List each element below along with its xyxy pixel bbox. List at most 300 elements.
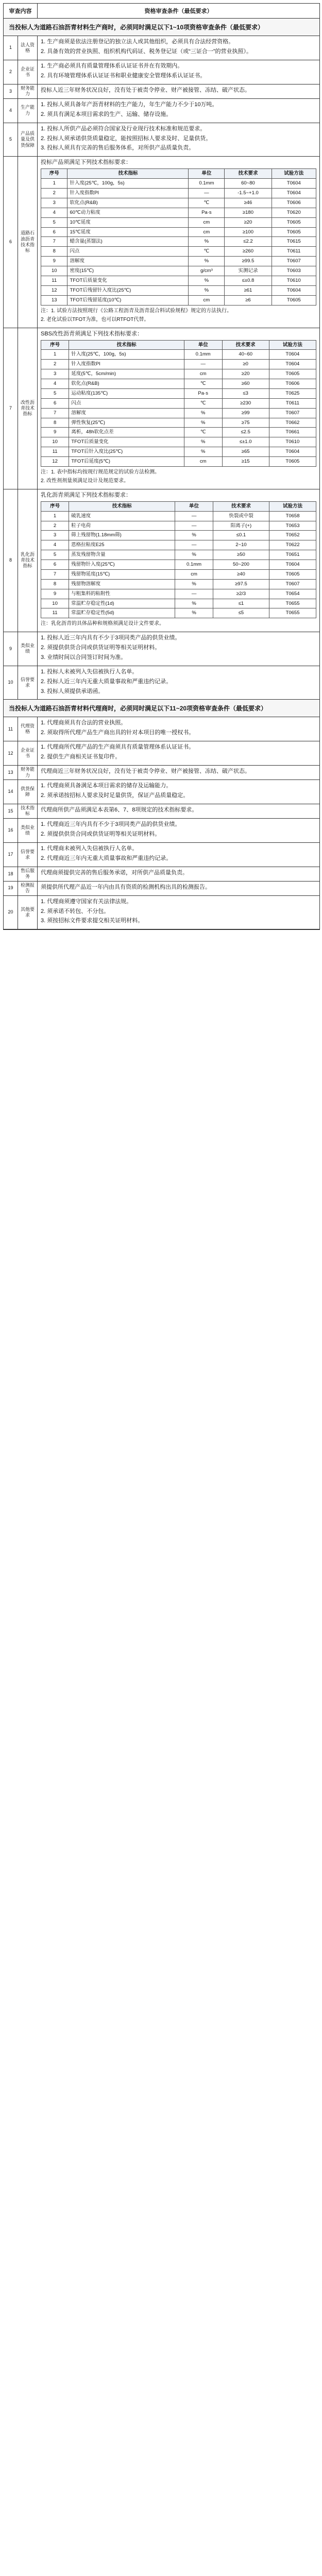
- spec-cell: ≥50: [213, 550, 269, 560]
- spec-note: 2. 老化试验以TFOT为准，也可以RTFOT代替。: [41, 317, 149, 323]
- spec-cell: —: [189, 189, 225, 198]
- row-content: [38, 99, 319, 123]
- spec-cell: 筛上残留物(1.18mm筛): [69, 531, 175, 540]
- spec-table-row: [41, 550, 316, 560]
- row-paragraph: 2. 须取得所代理产品生产商出具的针对本项目的唯一授权书。: [41, 730, 195, 736]
- spec-table-row: [41, 285, 316, 295]
- row-number: 17: [4, 843, 18, 867]
- spec-table-row: [41, 247, 316, 257]
- spec-cell: %: [184, 447, 222, 457]
- spec-cell: ≥20: [222, 369, 269, 379]
- header-review-content: 审查内容: [4, 4, 38, 18]
- agent-rows: [4, 717, 319, 929]
- spec-cell: 针入度指数PI: [69, 360, 184, 369]
- row-paragraph: 1. 代理商须具有合法的营业执照。: [41, 720, 127, 726]
- spec-cell: cm: [184, 457, 222, 467]
- manufacturer-rows-group-a: [4, 36, 319, 157]
- spec-cell: Pa·s: [189, 208, 225, 217]
- spec-cell: T0622: [269, 540, 316, 550]
- spec-table-row: [41, 511, 316, 521]
- spec-cell: T0662: [269, 418, 316, 428]
- row-content: [38, 741, 319, 765]
- spec-cell: %: [184, 418, 222, 428]
- spec-cell: Pa·s: [184, 388, 222, 398]
- spec-cell: 常温贮存稳定性(5d): [69, 608, 175, 618]
- spec-cell: T0605: [269, 569, 316, 579]
- row-content: [38, 123, 319, 157]
- row-content: [38, 632, 319, 666]
- row-number: 7: [4, 328, 18, 489]
- spec-cell: %: [184, 437, 222, 447]
- spec-cell: T0605: [269, 369, 316, 379]
- spec-cell: T0661: [269, 428, 316, 437]
- spec-row-asphalt: [4, 157, 319, 328]
- row-number: 5: [4, 123, 18, 157]
- spec-header-row: [41, 340, 316, 350]
- spec-cell: 弹性恢复(25℃): [69, 418, 184, 428]
- spec-cell: ≤±0.8: [225, 276, 272, 285]
- spec-table-modified-asphalt: [41, 340, 316, 467]
- row-content: [38, 804, 319, 818]
- row-content: [38, 84, 319, 98]
- spec-table-row: [41, 179, 316, 189]
- spec-cell: 5: [41, 550, 69, 560]
- spec-cell: ≥75: [222, 418, 269, 428]
- spec-cell: ≥97.5: [213, 579, 269, 589]
- spec-cell: 残留物针入度(25℃): [69, 560, 175, 570]
- row-number: 11: [4, 717, 18, 741]
- spec-note: 2. 改性剂剂量须满足设计及规范要求。: [41, 478, 129, 484]
- spec-cell: T0615: [272, 237, 316, 247]
- row-paragraph: 1. 投标人须具备年产沥青材料的生产能力，年生产能力不少于10万吨。: [41, 101, 218, 108]
- spec-cell: 50~200: [213, 560, 269, 570]
- row-number: 12: [4, 741, 18, 765]
- spec-table-row: [41, 217, 316, 227]
- row-paragraph: 1. 代理商近三年内具有不少于3项同类产品的供货业绩。: [41, 821, 181, 827]
- spec-cell: %: [175, 531, 213, 540]
- spec-cell: ≥40: [213, 569, 269, 579]
- spec-cell: T0607: [269, 408, 316, 418]
- row-paragraph: 2. 须提供供货合同或供货证明等相关证明材料。: [41, 831, 161, 837]
- row-name: 检测报告: [18, 882, 38, 895]
- spec-cell: 运动粘度(135℃): [69, 388, 184, 398]
- row-number: 20: [4, 896, 18, 929]
- spec-cell: 闪点: [67, 247, 189, 257]
- criteria-row: [4, 60, 319, 84]
- spec-cell: ≤±1.0: [222, 437, 269, 447]
- row-content: [38, 60, 319, 84]
- spec-cell: 2: [41, 521, 69, 531]
- spec-table-row: [41, 531, 316, 540]
- spec-cell: 7: [41, 408, 69, 418]
- row-name: 企业证书: [18, 60, 38, 84]
- spec-cell: 残留物延度(15℃): [69, 569, 175, 579]
- criteria-row: [4, 882, 319, 896]
- spec-table-row: [41, 257, 316, 266]
- spec-cell: T0651: [269, 550, 316, 560]
- spec-table-row: [41, 579, 316, 589]
- row-content: [38, 867, 319, 881]
- spec-cell: cm: [175, 569, 213, 579]
- spec-cell: 60℃动力粘度: [67, 208, 189, 217]
- spec-cell: T0604: [272, 189, 316, 198]
- spec-cell: ≥230: [222, 398, 269, 408]
- row-number: 14: [4, 780, 18, 804]
- spec-table-row: [41, 227, 316, 237]
- row-paragraph: 1. 投标人未被列入失信被执行人名单。: [41, 668, 138, 675]
- spec-header-row: [41, 169, 316, 179]
- spec-cell: cm: [189, 217, 225, 227]
- spec-row-modified-asphalt: [4, 328, 319, 489]
- spec-cell: 10: [41, 266, 67, 276]
- spec-cell: 离析，48h软化点差: [69, 428, 184, 437]
- spec-cell: 40~60: [222, 350, 269, 360]
- spec-column-header: 试验方法: [269, 340, 316, 350]
- spec-cell: TFOT后残留延度(10℃): [67, 295, 189, 305]
- spec-cell: 13: [41, 295, 67, 305]
- spec-cell: 快裂或中裂: [213, 511, 269, 521]
- spec-cell: ℃: [189, 247, 225, 257]
- spec-cell: TFOT后延度(5℃): [69, 457, 184, 467]
- row-paragraph: 2. 具有环境管理体系认证证书和职业健康安全管理体系认证证书。: [41, 72, 206, 79]
- row-number: 6: [4, 157, 18, 327]
- spec-cell: 9: [41, 257, 67, 266]
- row-number: 18: [4, 867, 18, 881]
- row-number: 15: [4, 804, 18, 818]
- header-qualification-conditions: 资格审查条件（最低要求）: [144, 8, 213, 14]
- criteria-row: [4, 843, 319, 867]
- spec-cell: T0603: [272, 266, 316, 276]
- spec-intro: 投标产品须满足下列技术指标要求：: [41, 159, 131, 166]
- row-name: 财务能力: [18, 84, 38, 98]
- spec-cell: —: [184, 360, 222, 369]
- spec-table-row: [41, 447, 316, 457]
- spec-cell: T0655: [269, 608, 316, 618]
- spec-cell: TFOT后质量变化: [67, 276, 189, 285]
- spec-cell: 1: [41, 179, 67, 189]
- spec-cell: TFOT后残留针入度比(25℃): [67, 285, 189, 295]
- row-paragraph: 1. 代理商所代理产品的生产商须具有质量管理体系认证证书。: [41, 744, 195, 751]
- row-number: 19: [4, 882, 18, 895]
- row-name: 产品质量及供货保障: [18, 123, 38, 157]
- row-paragraph: 1. 代理商未被列入失信被执行人名单。: [41, 845, 138, 852]
- spec-cell: T0605: [272, 217, 316, 227]
- row-paragraph: 2. 投标人须承诺供货质量稳定，能按照招标人要求及时、足量供货。: [41, 135, 212, 142]
- spec-cell: %: [175, 608, 213, 618]
- row-paragraph: 2. 具备有效的营业执照、组织机构代码证、税务登记证（或“三证合一”的营业执照）。: [41, 48, 252, 55]
- spec-column-header: 序号: [41, 340, 69, 350]
- spec-cell: ≤2.2: [225, 237, 272, 247]
- row-number: 13: [4, 766, 18, 779]
- row-paragraph: 1. 投标人所供产品必须符合国家及行业现行技术标准和规范要求。: [41, 125, 206, 132]
- row-paragraph: 代理商所供产品须满足本表第6、7、8项规定的技术指标要求。: [41, 807, 198, 813]
- spec-cell: T0625: [269, 388, 316, 398]
- spec-header-row: [41, 501, 316, 511]
- row-paragraph: 3. 投标人须具有完善的售后服务体系，对所供产品质量负责。: [41, 145, 195, 151]
- spec-cell: 3: [41, 369, 69, 379]
- row-name: 其他要求: [18, 896, 38, 929]
- spec-cell: ≥180: [225, 208, 272, 217]
- spec-column-header: 技术指标: [69, 501, 175, 511]
- row-number: 4: [4, 99, 18, 123]
- spec-cell: T0604: [269, 360, 316, 369]
- row-name: 企业证书: [18, 741, 38, 765]
- criteria-row: [4, 36, 319, 60]
- criteria-row: [4, 632, 319, 666]
- spec-cell: 针入度(25℃，100g，5s): [69, 350, 184, 360]
- row-name: 信誉要求: [18, 843, 38, 867]
- spec-cell: 10: [41, 437, 69, 447]
- row-paragraph: 3. 投标人须提供承诺函。: [41, 688, 104, 694]
- spec-table-row: [41, 418, 316, 428]
- spec-column-header: 试验方法: [272, 169, 316, 179]
- spec-cell: 9: [41, 589, 69, 599]
- spec-column-header: 技术要求: [213, 501, 269, 511]
- spec-cell: T0605: [269, 457, 316, 467]
- spec-table-row: [41, 350, 316, 360]
- manufacturer-rows-group-b: [4, 632, 319, 700]
- row-number: 10: [4, 666, 18, 700]
- spec-cell: 60~80: [225, 179, 272, 189]
- spec-cell: T0654: [269, 589, 316, 599]
- spec-table-row: [41, 457, 316, 467]
- spec-column-header: 单位: [189, 169, 225, 179]
- spec-cell: 9: [41, 428, 69, 437]
- spec-cell: T0607: [269, 579, 316, 589]
- row-content: [38, 766, 319, 779]
- spec-cell: T0604: [272, 179, 316, 189]
- spec-note: 注：1. 表中指标均按现行规范规定的试验方法检测。: [41, 469, 160, 475]
- spec-cell: %: [189, 276, 225, 285]
- spec-table-row: [41, 237, 316, 247]
- spec-cell: ≥100: [225, 227, 272, 237]
- spec-table-row: [41, 589, 316, 599]
- spec-cell: T0655: [269, 599, 316, 608]
- row-paragraph: 2. 须具有满足本项目需求的生产、运输、储存设施。: [41, 111, 172, 117]
- criteria-row: [4, 84, 319, 99]
- spec-cell: 残留物溶解度: [69, 579, 175, 589]
- row-content: [38, 780, 319, 804]
- row-name: 改性沥青技术指标: [18, 328, 38, 489]
- row-name: 类似业绩: [18, 632, 38, 666]
- spec-cell: 3: [41, 198, 67, 208]
- criteria-row: [4, 804, 319, 819]
- spec-note: 注：乳化沥青的具体品种和规格须满足设计文件要求。: [41, 621, 164, 627]
- row-content: [38, 717, 319, 741]
- row-paragraph: 2. 须承诺按招标人要求及时足量供货，保证产品质量稳定。: [41, 792, 189, 799]
- spec-cell: 4: [41, 379, 69, 389]
- spec-cell: 延度(5℃，5cm/min): [69, 369, 184, 379]
- spec-cell: 阳离子(+): [213, 521, 269, 531]
- spec-column-header: 技术要求: [225, 169, 272, 179]
- criteria-row: [4, 741, 319, 766]
- spec-cell: 粒子电荷: [69, 521, 175, 531]
- spec-cell: T0620: [272, 208, 316, 217]
- spec-table-row: [41, 437, 316, 447]
- row-name: 信誉要求: [18, 666, 38, 700]
- spec-cell: T0604: [272, 285, 316, 295]
- row-paragraph: 代理商须提供完善的售后服务承诺，对所供产品质量负责。: [41, 869, 188, 876]
- row-number: 9: [4, 632, 18, 666]
- spec-cell: ≥99: [222, 408, 269, 418]
- spec-notes: [41, 308, 316, 324]
- spec-cell: T0604: [269, 560, 316, 570]
- spec-table-row: [41, 521, 316, 531]
- spec-cell: ℃: [184, 428, 222, 437]
- row-content: [38, 489, 319, 632]
- spec-cell: 蒸发残留物含量: [69, 550, 175, 560]
- spec-cell: 8: [41, 418, 69, 428]
- row-content: [38, 882, 319, 895]
- spec-cell: —: [175, 540, 213, 550]
- spec-cell: ≥15: [222, 457, 269, 467]
- row-content: [38, 843, 319, 867]
- row-content: [38, 328, 319, 489]
- spec-table-row: [41, 295, 316, 305]
- spec-cell: ℃: [189, 198, 225, 208]
- spec-cell: T0606: [272, 198, 316, 208]
- spec-column-header: 试验方法: [269, 501, 316, 511]
- spec-cell: ≥46: [225, 198, 272, 208]
- row-name: 财务能力: [18, 766, 38, 779]
- spec-cell: TFOT后质量变化: [69, 437, 184, 447]
- spec-notes: [41, 620, 316, 628]
- row-name: 供货保障: [18, 780, 38, 804]
- spec-table-row: [41, 408, 316, 418]
- criteria-row: [4, 666, 319, 700]
- spec-column-header: 技术要求: [222, 340, 269, 350]
- spec-row-emulsified-asphalt: [4, 489, 319, 632]
- spec-cell: 密度(15℃): [67, 266, 189, 276]
- spec-cell: T0652: [269, 531, 316, 540]
- row-paragraph: 3. 须按招标文件要求提交相关证明材料。: [41, 918, 144, 924]
- spec-cell: T0607: [272, 257, 316, 266]
- criteria-row: [4, 717, 319, 741]
- spec-cell: ≥99.5: [225, 257, 272, 266]
- spec-cell: T0605: [272, 295, 316, 305]
- spec-cell: 与粗集料的粘附性: [69, 589, 175, 599]
- spec-cell: 12: [41, 285, 67, 295]
- spec-table-row: [41, 428, 316, 437]
- row-paragraph: 1. 代理商须具备满足本项目需求的储存及运输能力。: [41, 783, 172, 789]
- spec-cell: 10℃延度: [67, 217, 189, 227]
- spec-column-header: 序号: [41, 169, 67, 179]
- spec-cell: 闪点: [69, 398, 184, 408]
- spec-cell: T0604: [269, 350, 316, 360]
- spec-cell: 软化点(R&B): [69, 379, 184, 389]
- spec-cell: ≤0.1: [213, 531, 269, 540]
- spec-table-row: [41, 540, 316, 550]
- spec-cell: 10: [41, 599, 69, 608]
- row-paragraph: 代理商近三年财务状况良好，没有处于被责令停业、财产被接管、冻结、破产状态。: [41, 768, 250, 775]
- spec-cell: 0.1mm: [189, 179, 225, 189]
- spec-cell: 0.1mm: [184, 350, 222, 360]
- spec-cell: cm: [189, 295, 225, 305]
- spec-cell: T0606: [269, 379, 316, 389]
- spec-cell: T0611: [272, 247, 316, 257]
- spec-cell: 常温贮存稳定性(1d): [69, 599, 175, 608]
- spec-table-row: [41, 360, 316, 369]
- row-paragraph: 1. 生产商须是依法注册登记的独立法人或其他组织，必须具有合法经营资格。: [41, 39, 234, 45]
- spec-table-row: [41, 208, 316, 217]
- section-title-manufacturer: 当投标人为道路石油沥青材料生产商时，必须同时满足以下1~10项资格审查条件（最低要求）: [4, 19, 319, 36]
- spec-column-header: 技术指标: [67, 169, 189, 179]
- row-name: 技术指标: [18, 804, 38, 818]
- spec-cell: 5: [41, 388, 69, 398]
- spec-cell: %: [189, 237, 225, 247]
- spec-cell: 软化点(R&B): [67, 198, 189, 208]
- criteria-row: [4, 99, 319, 123]
- row-paragraph: 2. 代理商近三年内无重大质量事故和严重违约记录。: [41, 855, 172, 861]
- spec-column-header: 单位: [184, 340, 222, 350]
- criteria-row: [4, 867, 319, 882]
- spec-table-row: [41, 266, 316, 276]
- spec-cell: ≤3: [222, 388, 269, 398]
- row-name: 售后服务: [18, 867, 38, 881]
- spec-cell: ≥65: [222, 447, 269, 457]
- spec-cell: T0611: [269, 398, 316, 408]
- row-content: [38, 157, 319, 327]
- spec-cell: ≥6: [225, 295, 272, 305]
- table-header: [4, 4, 319, 19]
- spec-column-header: 单位: [175, 501, 213, 511]
- spec-intro: 乳化沥青须满足下列技术指标要求：: [41, 492, 131, 498]
- qualification-document: [3, 3, 320, 930]
- spec-cell: 7: [41, 569, 69, 579]
- spec-cell: %: [175, 579, 213, 589]
- row-name: 乳化沥青技术指标: [18, 489, 38, 632]
- spec-cell: ≥20: [225, 217, 272, 227]
- row-content: [38, 666, 319, 700]
- spec-cell: 1: [41, 350, 69, 360]
- spec-cell: 4: [41, 540, 69, 550]
- spec-cell: 6: [41, 398, 69, 408]
- row-paragraph: 3. 业绩时间以合同签订时间为准。: [41, 654, 127, 660]
- spec-cell: 11: [41, 276, 67, 285]
- spec-cell: 8: [41, 579, 69, 589]
- spec-cell: ≥60: [222, 379, 269, 389]
- criteria-row: [4, 766, 319, 780]
- spec-column-header: 序号: [41, 501, 69, 511]
- row-number: 2: [4, 60, 18, 84]
- spec-cell: —: [175, 511, 213, 521]
- row-paragraph: 2. 提供生产商相关证书复印件。: [41, 754, 121, 760]
- spec-cell: 8: [41, 247, 67, 257]
- spec-cell: %: [189, 285, 225, 295]
- spec-notes: [41, 469, 316, 485]
- row-content: [38, 819, 319, 842]
- row-number: 1: [4, 36, 18, 60]
- spec-cell: 1: [41, 511, 69, 521]
- spec-cell: 2: [41, 360, 69, 369]
- spec-column-header: 技术指标: [69, 340, 184, 350]
- row-content: [38, 896, 319, 929]
- spec-cell: 恩格拉粘度E25: [69, 540, 175, 550]
- row-paragraph: 2. 投标人近三年内无重大质量事故和严重违约记录。: [41, 678, 172, 685]
- spec-cell: T0658: [269, 511, 316, 521]
- spec-cell: —: [175, 521, 213, 531]
- spec-cell: %: [189, 257, 225, 266]
- spec-cell: 蜡含量(蒸馏法): [67, 237, 189, 247]
- spec-table-row: [41, 379, 316, 389]
- row-content: [38, 36, 319, 60]
- spec-cell: ≤1: [213, 599, 269, 608]
- section-title-agent: 当投标人为道路石油沥青材料代理商时，必须同时满足以下11~20项资格审查条件（最低要求）: [4, 700, 319, 717]
- row-paragraph: 须提供所代理产品近一年内由具有资质的检测机构出具的检测报告。: [41, 884, 211, 890]
- spec-cell: 0.1mm: [175, 560, 213, 570]
- spec-table-row: [41, 388, 316, 398]
- spec-cell: —: [175, 589, 213, 599]
